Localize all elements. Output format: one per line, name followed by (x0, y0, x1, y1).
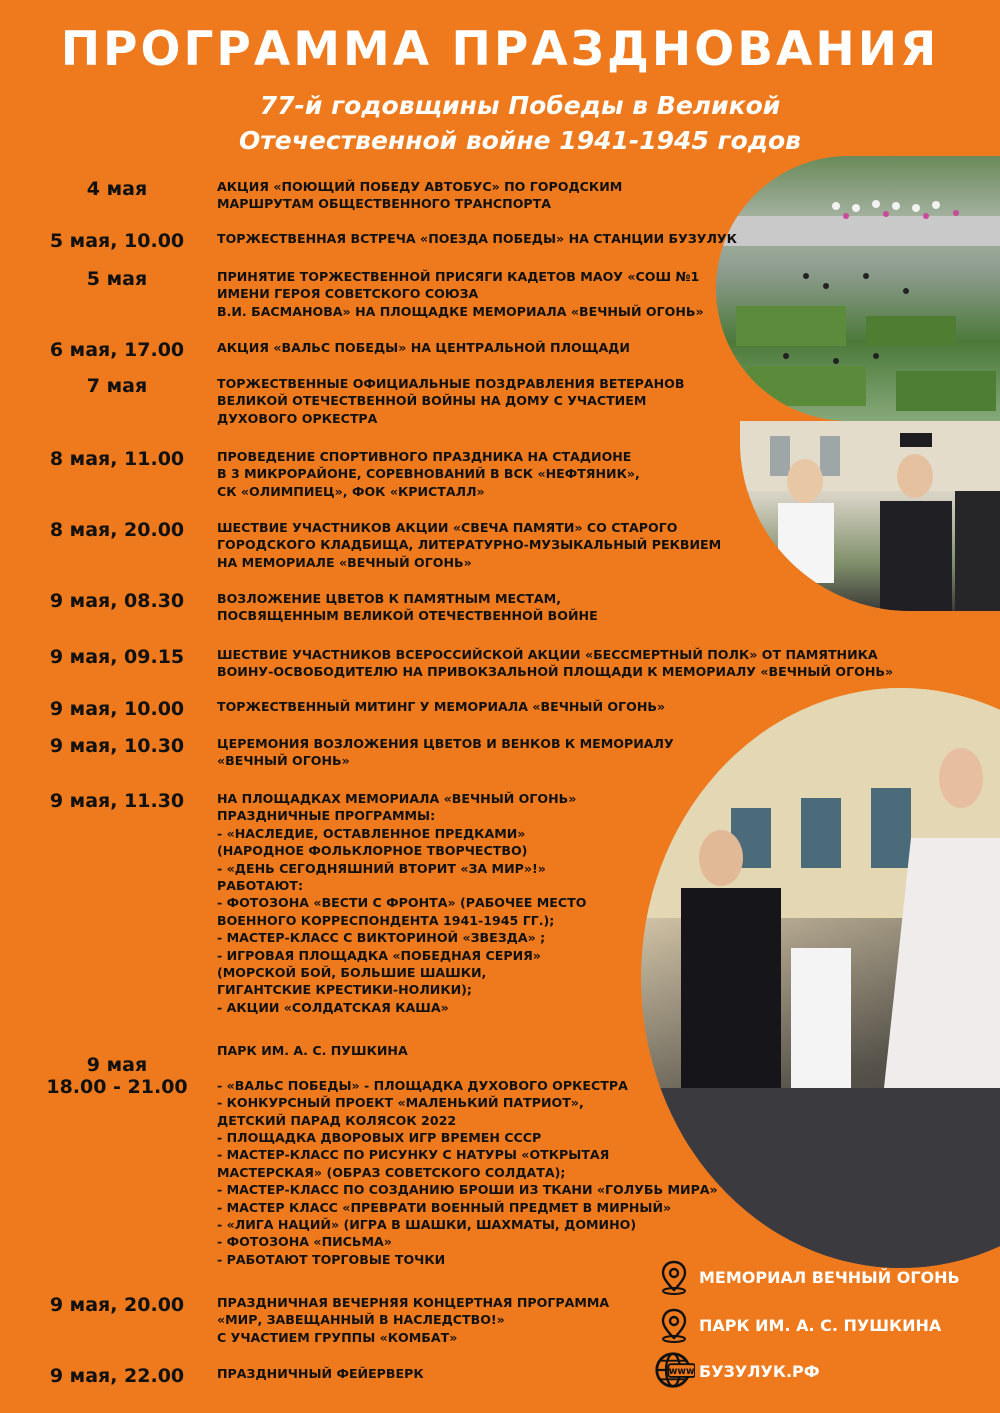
photo-cadets-illustration (740, 421, 1000, 611)
globe-icon (651, 1348, 695, 1392)
event-date: 9 мая, 22.00 (49, 1365, 185, 1387)
page-title: ПРОГРАММА ПРАЗДНОВАНИЯ (60, 22, 940, 77)
event-date: 9 мая, 10.00 (49, 698, 185, 720)
subtitle-line: 77-й годовщины Победы в Великой (259, 91, 781, 120)
contact-park (655, 1306, 985, 1346)
event-date: 9 мая, 11.30 (49, 790, 185, 812)
contact-site[interactable] (655, 1352, 985, 1392)
event-description: НА ПЛОЩАДКАХ МЕМОРИАЛА «ВЕЧНЫЙ ОГОНЬ» ПРАЗДНИЧНЫЕ ПРОГРАММЫ: - «НАСЛЕДИЕ, ОСТАВЛЕННОЕ ПРЕДКАМИ» (НАРОДНОЕ ФОЛЬКЛОРНОЕ ТВОРЧЕСТВО) - «ДЕНЬ СЕГОДНЯШНИЙ ВТОРИТ «ЗА МИР»!» РАБОТАЮТ: - ФОТОЗОНА «ВЕСТИ С ФРОНТА» (РАБОЧЕЕ МЕСТО ВОЕННОГО КОРРЕСПОНДЕНТА 1941-1945 ГГ.); - МАСТЕР-КЛАСС С ВИКТОРИНОЙ «ЗВЕЗДА» ; - ИГРОВАЯ ПЛОЩАДКА «ПОБЕДНАЯ СЕРИЯ» (МОРСКОЙ БОЙ, БОЛЬШИЕ ШАШКИ, ГИГАНТСКИЕ КРЕСТИКИ-НОЛИКИ); - АКЦИИ «СОЛДАТСКАЯ КАША» (217, 791, 587, 1015)
event-description: ПАРК ИМ. А. С. ПУШКИНА - «ВАЛЬС ПОБЕДЫ» - ПЛОЩАДКА ДУХОВОГО ОРКЕСТРА - КОНКУРСНЫЙ ПРОЕКТ «МАЛЕНЬКИЙ ПАТРИОТ», ДЕТСКИЙ ПАРАД КОЛЯСОК 2022 - ПЛОЩАДКА ДВОРОВЫХ ИГР ВРЕМЕН СССР - МАСТЕР-КЛАСС ПО РИСУНКУ С НАТУРЫ «ОТКРЫТАЯ МАСТЕРСКАЯ» (ОБРАЗ СОВЕТСКОГО СОЛДАТА); - МАСТЕР-КЛАСС ПО СОЗДАНИЮ БРОШИ ИЗ ТКАНИ «ГОЛУБЬ МИРА» - МАСТЕР КЛАСС «ПРЕВРАТИ ВОЕННЫЙ ПРЕДМЕТ В МИРНЫЙ» - «ЛИГА НАЦИЙ» (ИГРА В ШАШКИ, ШАХМАТЫ, ДОМИНО) - ФОТОЗОНА «ПИСЬМА» - РАБОТАЮТ ТОРГОВЫЕ ТОЧКИ (217, 1043, 718, 1267)
event-description: ПРАЗДНИЧНАЯ ВЕЧЕРНЯЯ КОНЦЕРТНАЯ ПРОГРАММА «МИР, ЗАВЕЩАННЫЙ В НАСЛЕДСТВО!» С УЧАСТИЕМ ГРУППЫ «КОМБАТ» (217, 1295, 610, 1345)
contact-memorial (655, 1258, 985, 1298)
location-pin-icon (655, 1306, 693, 1344)
subtitle-line: Отечественной войне 1941-1945 годов (239, 126, 801, 155)
event-date: 4 мая (86, 178, 148, 200)
photo-cadets (740, 421, 1000, 611)
contact-memorial-label: МЕМОРИАЛ ВЕЧНЫЙ ОГОНЬ (699, 1268, 960, 1287)
event-description: ПРИНЯТИЕ ТОРЖЕСТВЕННОЙ ПРИСЯГИ КАДЕТОВ МАОУ «СОШ №1 ИМЕНИ ГЕРОЯ СОВЕТСКОГО СОЮЗА В.И. БАСМАНОВА» НА ПЛОЩАДКЕ МЕМОРИАЛА «ВЕЧНЫЙ ОГОНЬ» (217, 269, 704, 319)
location-pin-icon (655, 1258, 693, 1296)
event-description: АКЦИЯ «ПОЮЩИЙ ПОБЕДУ АВТОБУС» ПО ГОРОДСКИМ МАРШРУТАМ ОБЩЕСТВЕННОГО ТРАНСПОРТА (217, 179, 623, 212)
event-date: 9 мая, 20.00 (49, 1294, 185, 1316)
event-description: ШЕСТВИЕ УЧАСТНИКОВ АКЦИИ «СВЕЧА ПАМЯТИ» СО СТАРОГО ГОРОДСКОГО КЛАДБИЩА, ЛИТЕРАТУРНО-МУЗЫКАЛЬНЫЙ РЕКВИЕМ НА МЕМОРИАЛЕ «ВЕЧНЫЙ ОГОНЬ» (217, 520, 722, 570)
event-description: ШЕСТВИЕ УЧАСТНИКОВ ВСЕРОССИЙСКОЙ АКЦИИ «БЕССМЕРТНЫЙ ПОЛК» ОТ ПАМЯТНИКА ВОИНУ-ОСВОБОДИТЕЛЮ НА ПРИВОКЗАЛЬНОЙ ПЛОЩАДИ К МЕМОРИАЛУ «ВЕЧНЫЙ ОГОНЬ» (217, 647, 894, 680)
event-description: ТОРЖЕСТВЕННЫЕ ОФИЦИАЛЬНЫЕ ПОЗДРАВЛЕНИЯ ВЕТЕРАНОВ ВЕЛИКОЙ ОТЕЧЕСТВЕННОЙ ВОЙНЫ НА ДОМУ С УЧАСТИЕМ ДУХОВОГО ОРКЕСТРА (217, 376, 685, 426)
event-date: 6 мая, 17.00 (49, 339, 185, 361)
event-description: ЦЕРЕМОНИЯ ВОЗЛОЖЕНИЯ ЦВЕТОВ И ВЕНКОВ К МЕМОРИАЛУ «ВЕЧНЫЙ ОГОНЬ» (217, 736, 674, 769)
subtitle (170, 88, 870, 158)
contact-site-label[interactable]: БУЗУЛУК.РФ (699, 1362, 820, 1381)
event-description: ТОРЖЕСТВЕННАЯ ВСТРЕЧА «ПОЕЗДА ПОБЕДЫ» НА СТАНЦИИ БУЗУЛУК (217, 231, 737, 246)
event-description: ТОРЖЕСТВЕННЫЙ МИТИНГ У МЕМОРИАЛА «ВЕЧНЫЙ ОГОНЬ» (217, 699, 666, 714)
event-description: ВОЗЛОЖЕНИЕ ЦВЕТОВ К ПАМЯТНЫМ МЕСТАМ, ПОСВЯЩЕННЫМ ВЕЛИКОЙ ОТЕЧЕСТВЕННОЙ ВОЙНЕ (217, 591, 598, 624)
event-date: 9 мая, 08.30 (49, 590, 185, 612)
contact-park-label: ПАРК ИМ. А. С. ПУШКИНА (699, 1316, 942, 1335)
photo-waltz-square (716, 156, 1000, 421)
photo-waltz-square-illustration (716, 156, 1000, 421)
event-date: 7 мая (86, 375, 148, 397)
event-date: 5 мая, 10.00 (49, 230, 185, 252)
event-date: 9 мая, 10.30 (49, 735, 185, 757)
event-date: 8 мая, 20.00 (49, 519, 185, 541)
event-date: 9 мая, 09.15 (49, 646, 185, 668)
event-description: ПРОВЕДЕНИЕ СПОРТИВНОГО ПРАЗДНИКА НА СТАДИОНЕ В 3 МИКРОРАЙОНЕ, СОРЕВНОВАНИЙ В ВСК «НЕФТЯНИК», СК «ОЛИМПИЕЦ», ФОК «КРИСТАЛЛ» (217, 449, 640, 499)
event-date: 8 мая, 11.00 (49, 448, 185, 470)
event-description: АКЦИЯ «ВАЛЬС ПОБЕДЫ» НА ЦЕНТРАЛЬНОЙ ПЛОЩАДИ (217, 340, 630, 355)
event-date: 9 мая 18.00 - 21.00 (46, 1054, 188, 1098)
event-date: 5 мая (86, 268, 148, 290)
www-badge: www (668, 1366, 695, 1378)
event-description: ПРАЗДНИЧНЫЙ ФЕЙЕРВЕРК (217, 1366, 424, 1381)
